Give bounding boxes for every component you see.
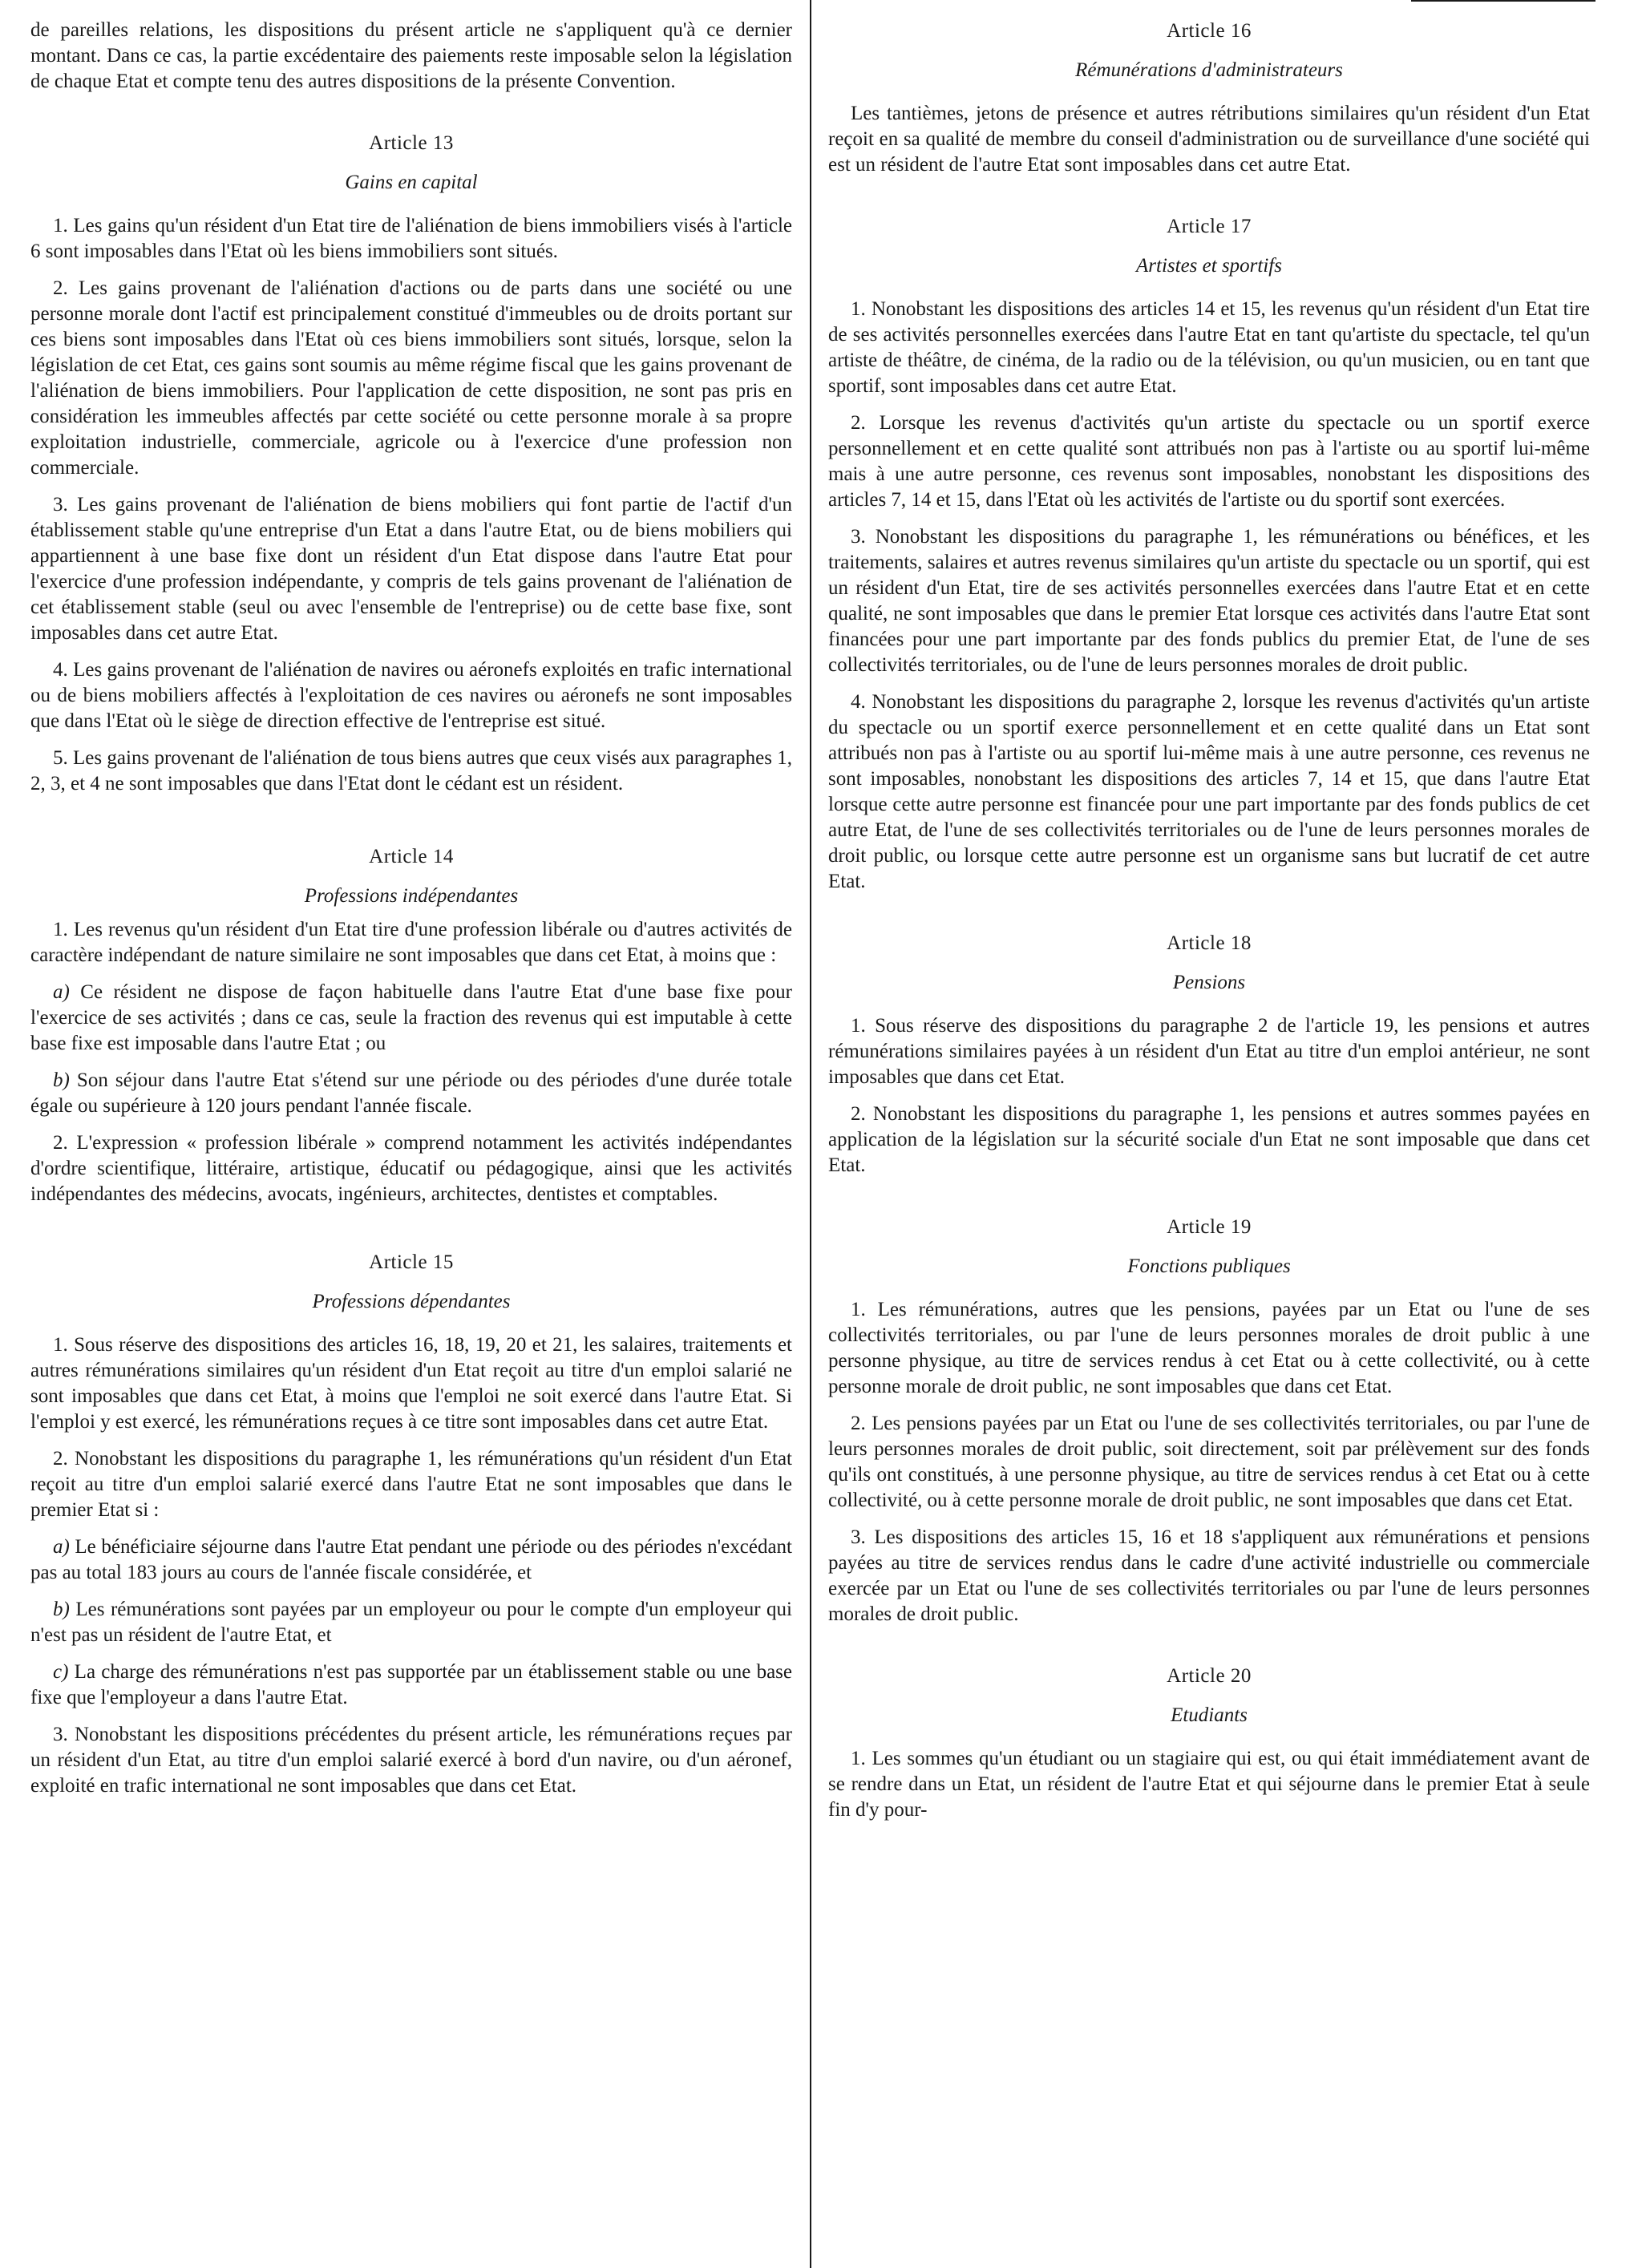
article-title: Etudiants bbox=[1171, 1704, 1248, 1726]
article-14 bbox=[30, 843, 792, 1207]
paragraph: 2. Les gains provenant de l'aliénation d'actions ou de parts dans une société ou une personne morale dont l'actif est principalement constitué d'immeubles ou de droits portant sur ces biens sont imposables dans l'Etat où ces biens immobiliers sont situés, lorsque, selon la législation de cet Etat, ces gains sont soumis au même régime fiscal que les gains provenant de l'aliénation de biens immobiliers. Pour l'application de cette disposition, ne sont pas pris en considération les immeubles affectés par cette société ou cette personne morale à sa propre exploitation industrielle, commerciale, agricole ou à l'exercice d'une profession non commerciale. bbox=[30, 277, 792, 479]
paragraph: 1. Nonobstant les dispositions des articles 14 et 15, les revenus qu'un résident d'un Etat tire de ses activités personnelles exercées dans l'autre Etat en tant qu'artiste du spectacle, tel qu'un artiste de théâtre, de cinéma, de la radio ou de la télévision, ou qu'un musicien, ou en tant que sportif, sont imposables dans cet autre Etat. bbox=[828, 298, 1590, 397]
item-text: Le bénéficiaire séjourne dans l'autre Etat pendant une période ou des périodes n'excédant pas au total 183 jours au cours de l'année fiscale considérée, et bbox=[30, 1536, 792, 1583]
paragraph: 1. Sous réserve des dispositions du paragraphe 2 de l'article 19, les pensions et autres rémunérations similaires payées à un résident d'un Etat au titre d'un emploi antérieur, ne sont imposables que dans cet Etat. bbox=[828, 1015, 1590, 1088]
article-title: Professions indépendantes bbox=[304, 885, 519, 907]
item-label: b) bbox=[53, 1069, 70, 1091]
list-item-a bbox=[30, 1534, 792, 1586]
item-text: Ce résident ne dispose de façon habituelle dans l'autre Etat d'une base fixe pour l'exercice de ses activités ; dans ce cas, seule la fraction des revenus qui est imputable à cette base fixe est imposable dans l'autre Etat ; ou bbox=[30, 981, 792, 1054]
article-17 bbox=[828, 213, 1590, 895]
item-label: a) bbox=[53, 981, 70, 1003]
paragraph: 1. Les sommes qu'un étudiant ou un stagiaire qui est, ou qui était immédiatement avant de se rendre dans un Etat, un résident de l'autre Etat et qui séjourne dans le premier Etat à seule fin d'y pour- bbox=[828, 1748, 1590, 1821]
paragraph: 1. Les revenus qu'un résident d'un Etat tire d'une profession libérale ou d'autres activités de caractère indépendant de nature similaire ne sont imposables que dans cet Etat, à moins que : bbox=[30, 919, 792, 966]
paragraph: 3. Nonobstant les dispositions précédentes du présent article, les rémunérations reçues par un résident d'un Etat, au titre d'un emploi salarié exercé à bord d'un navire, ou d'un aéronef, exploité en trafic international ne sont imposables que dans cet Etat. bbox=[30, 1724, 792, 1797]
article-heading: Article 16 bbox=[1167, 20, 1252, 42]
item-label: c) bbox=[53, 1661, 69, 1683]
paragraph: 4. Nonobstant les dispositions du paragraphe 2, lorsque les revenus d'activités qu'un artiste du spectacle ou un sportif exerce personnellement et en cette qualité dans un Etat sont attribués non pas à l'artiste ou au sportif lui-même mais à une autre personne, ces revenus ne sont imposables, nonobstant les dispositions des articles 7, 14 et 15, que dans l'autre Etat lorsque cette autre personne est financée pour une part importante par des fonds publics de cet autre Etat, de l'une de ses collectivités territoriales ou de l'une de leurs personnes morales de droit public, ou lorsque cette autre personne est un organisme sans but lucratif de cet autre Etat. bbox=[828, 691, 1590, 892]
item-text: La charge des rémunérations n'est pas supportée par un établissement stable ou une base fixe que l'employeur a dans l'autre Etat. bbox=[30, 1661, 792, 1708]
paragraph: 2. Lorsque les revenus d'activités qu'un artiste du spectacle ou un sportif exerce personnellement et en cette qualité sont attribués non pas à l'artiste ou au sportif lui-même mais à une autre personne, ces revenus sont imposables, nonobstant les dispositions des articles 7, 14 et 15, dans l'Etat où les activités de l'artiste ou du sportif sont exercées. bbox=[828, 412, 1590, 511]
list-item-b bbox=[30, 1597, 792, 1648]
paragraph: 1. Les rémunérations, autres que les pensions, payées par un Etat ou l'une de ses collectivités territoriales, ou par l'une de leurs personnes morales de droit public à une personne physique, au titre de services rendus à cet Etat ou à cette collectivité, ou à cette personne morale de droit public, ne sont imposables que dans cet Etat. bbox=[828, 1299, 1590, 1397]
article-title: Professions dépendantes bbox=[312, 1291, 511, 1312]
item-text: Les rémunérations sont payées par un employeur ou pour le compte d'un employeur qui n'est pas un résident de l'autre Etat, et bbox=[30, 1599, 792, 1646]
article-13 bbox=[30, 130, 792, 797]
article-heading: Article 18 bbox=[1167, 932, 1252, 954]
article-heading: Article 13 bbox=[369, 132, 454, 154]
article-15 bbox=[30, 1249, 792, 1799]
item-text: Son séjour dans l'autre Etat s'étend sur une période ou des périodes d'une durée totale égale ou supérieure à 120 jours pendant l'année fiscale. bbox=[30, 1069, 792, 1117]
article-16 bbox=[828, 18, 1590, 178]
column-divider bbox=[810, 0, 811, 2268]
article-title: Gains en capital bbox=[345, 172, 478, 193]
paragraph: 5. Les gains provenant de l'aliénation de tous biens autres que ceux visés aux paragraphes 1, 2, 3, et 4 ne sont imposables que dans l'Etat dont le cédant est un résident. bbox=[30, 747, 792, 794]
item-label: b) bbox=[53, 1599, 70, 1620]
paragraph: Les tantièmes, jetons de présence et autres rétributions similaires qu'un résident d'un Etat reçoit en sa qualité de membre du conseil d'administration ou de surveillance d'une société qui est un résident de l'autre Etat sont imposables dans cet autre Etat. bbox=[828, 103, 1590, 176]
article-20 bbox=[828, 1663, 1590, 1823]
paragraph: 3. Les gains provenant de l'aliénation de biens mobiliers qui font partie de l'actif d'un établissement stable qu'une entreprise d'un Etat a dans l'autre Etat, ou de biens mobiliers qui appartiennent à une base fixe dont un résident d'un Etat dispose dans l'autre Etat pour l'exercice d'une profession indépendante, y compris de tels gains provenant de l'aliénation de cet établissement stable (seul ou avec l'ensemble de l'entreprise) ou de cette base fixe, sont imposables dans cet autre Etat. bbox=[30, 494, 792, 644]
left-column bbox=[30, 18, 792, 2262]
paragraph: 3. Les dispositions des articles 15, 16 et 18 s'appliquent aux rémunérations et pensions payées au titre de services rendus dans le cadre d'une activité industrielle ou commerciale exercée par un Etat ou l'une de ses collectivités territoriales ou par l'une de leurs personnes morales de droit public. bbox=[828, 1526, 1590, 1625]
article-heading: Article 15 bbox=[369, 1251, 454, 1273]
article-18 bbox=[828, 930, 1590, 1178]
list-item-a bbox=[30, 980, 792, 1057]
article-heading: Article 17 bbox=[1167, 216, 1252, 237]
paragraph: 1. Sous réserve des dispositions des articles 16, 18, 19, 20 et 21, les salaires, traitements et autres rémunérations similaires qu'un résident d'un Etat reçoit au titre d'un emploi salarié ne sont imposables que dans cet Etat, à moins que l'emploi ne soit exercé dans l'autre Etat. Si l'emploi y est exercé, les rémunérations reçues à ce titre sont imposables dans cet autre Etat. bbox=[30, 1334, 792, 1433]
article-title: Artistes et sportifs bbox=[1136, 255, 1282, 277]
paragraph: 2. L'expression « profession libérale » comprend notamment les activités indépendantes d'ordre scientifique, littéraire, artistique, éducatif ou pédagogique, ainsi que les activités indépendantes des médecins, avocats, ingénieurs, architectes, dentistes et comptables. bbox=[30, 1132, 792, 1205]
paragraph: 2. Nonobstant les dispositions du paragraphe 1, les rémunérations qu'un résident d'un Etat reçoit au titre d'un emploi salarié exercé dans l'autre Etat ne sont imposables que dans le premier Etat si : bbox=[30, 1448, 792, 1521]
paragraph: 3. Nonobstant les dispositions du paragraphe 1, les rémunérations ou bénéfices, et les traitements, salaires et autres revenus similaires qu'un artiste du spectacle ou un sportif, qui est un résident d'un Etat, tire de ses activités personnelles exercées dans l'autre Etat et en cette qualité, ne sont imposables que dans le premier Etat lorsque ces activités dans l'autre Etat sont financées pour une part importante par des fonds publics du premier Etat, de l'une de ses collectivités territoriales, ou de l'une de leurs personnes morales de droit public. bbox=[828, 526, 1590, 676]
list-item-b bbox=[30, 1068, 792, 1119]
header-rule bbox=[1411, 0, 1595, 2]
article-heading: Article 19 bbox=[1167, 1216, 1252, 1238]
article-heading: Article 14 bbox=[369, 846, 454, 867]
right-column bbox=[828, 18, 1590, 2262]
paragraph: 2. Nonobstant les dispositions du paragraphe 1, les pensions et autres sommes payées en application de la législation sur la sécurité sociale d'un Etat ne sont imposable que dans cet Etat. bbox=[828, 1103, 1590, 1176]
article-title: Pensions bbox=[1172, 972, 1246, 993]
paragraph: 4. Les gains provenant de l'aliénation de navires ou aéronefs exploités en trafic international ou de biens mobiliers affectés à l'exploitation de ces navires ou aéronefs ne sont imposables que dans l'Etat où le siège de direction effective de l'entreprise est situé. bbox=[30, 659, 792, 732]
article-title: Fonctions publiques bbox=[1127, 1255, 1291, 1277]
item-label: a) bbox=[53, 1536, 70, 1558]
paragraph: 1. Les gains qu'un résident d'un Etat tire de l'aliénation de biens immobiliers visés à l'article 6 sont imposables dans l'Etat où les biens immobiliers sont situés. bbox=[30, 215, 792, 262]
list-item-c bbox=[30, 1660, 792, 1711]
paragraph: 2. Les pensions payées par un Etat ou l'une de ses collectivités territoriales, ou par l'une de leurs personnes morales de droit public, soit directement, soit par prélèvement sur des fonds qu'ils ont constitués, à une personne physique, au titre de services rendus à cet Etat ou à cette collectivité, ou à cette personne morale de droit public, ne sont imposables que dans cet Etat. bbox=[828, 1413, 1590, 1511]
article-heading: Article 20 bbox=[1167, 1665, 1252, 1687]
article-19 bbox=[828, 1214, 1590, 1627]
intro-fragment: de pareilles relations, les dispositions du présent article ne s'appliquent qu'à ce dernier montant. Dans ce cas, la partie excédentaire des paiements reste imposable selon la législation de chaque Etat et compte tenu des autres dispositions de la présente Convention. bbox=[30, 19, 792, 92]
article-title: Rémunérations d'administrateurs bbox=[1075, 59, 1343, 81]
